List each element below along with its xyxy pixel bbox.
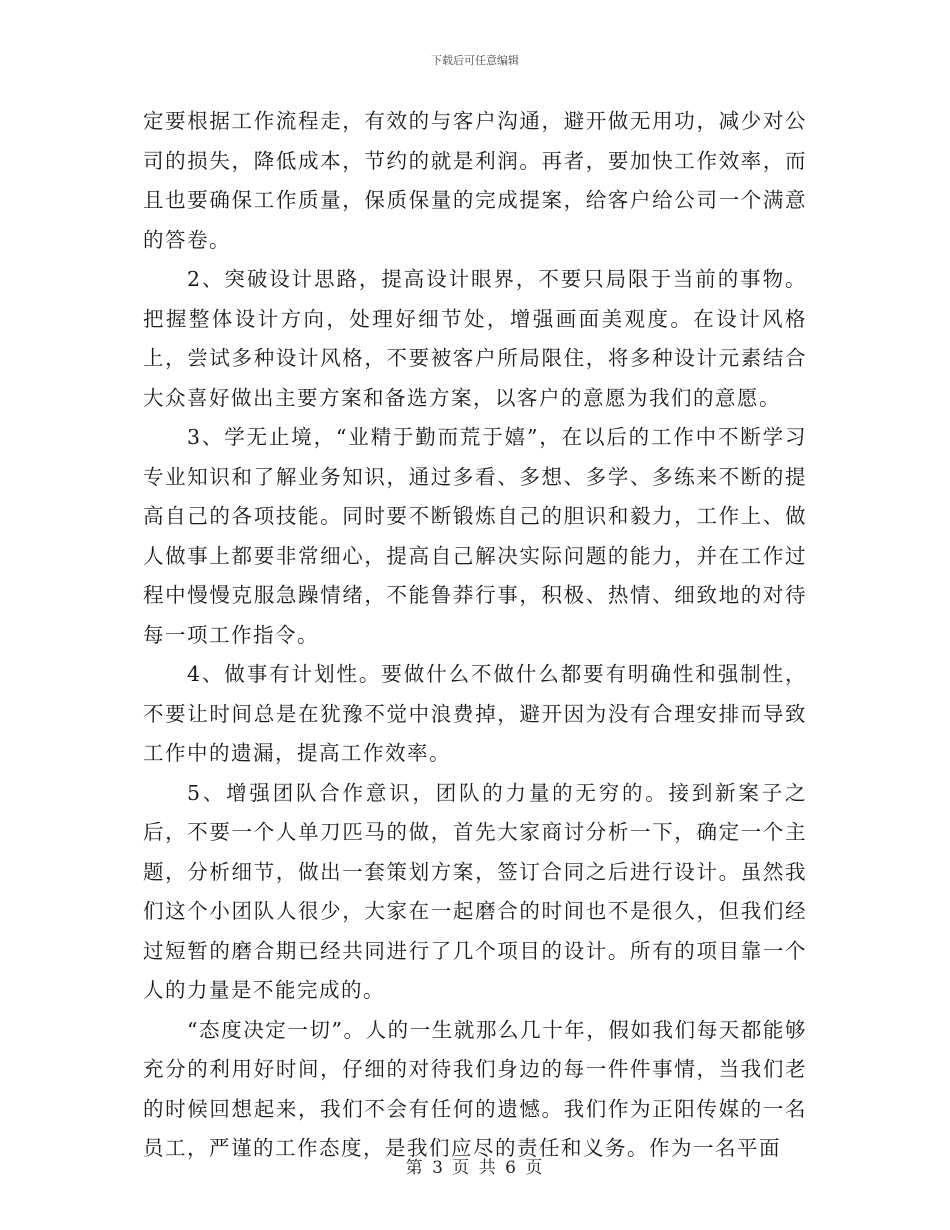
paragraph-continuation: 定要根据工作流程走，有效的与客户沟通，避开做无用功，减少对公司的损失，降低成本，节约的就是利润。再者，要加快工作效率，而且也要确保工作质量，保质保量的完成提案，给客户给公司一个满意的答卷。 — [143, 109, 807, 252]
page-footer-number: 第 3 页 共 6 页 — [405, 1158, 545, 1178]
paragraph-item-3: 3、学无止境，“业精于勤而荒于嬉”，在以后的工作中不断学习专业知识和了解业务知识，通过多看、多想、多学、多练来不断的提高自己的各项技能。同时要不断锻炼自己的胆识和毅力，工作上、做人做事上都要非常细心，提高自己解决实际问题的能力，并在工作过程中慢慢克服急躁情绪，不能鲁莽行事，积极、热情、细致地的对待每一项工作指令。 — [143, 425, 807, 647]
document-body — [143, 102, 807, 1169]
paragraph-item-2: 2、突破设计思路，提高设计眼界，不要只局限于当前的事物。把握整体设计方向，处理好细节处，增强画面美观度。在设计风格上，尝试多种设计风格，不要被客户所局限住，将多种设计元素结合大众喜好做出主要方案和备选方案，以客户的意愿为我们的意愿。 — [143, 267, 807, 410]
paragraph-item-5: 5、增强团队合作意识，团队的力量的无穷的。接到新案子之后，不要一个人单刀匹马的做，首先大家商讨分析一下，确定一个主题，分析细节，做出一套策划方案，签订合同之后进行设计。虽然我们这个小团队人很少，大家在一起磨合的时间也不是很久，但我们经过短暂的磨合期已经共同进行了几个项目的设计。所有的项目靠一个人的力量是不能完成的。 — [143, 780, 807, 1002]
paragraph-item-4: 4、做事有计划性。要做什么不做什么都要有明确性和强制性，不要让时间总是在犹豫不觉中浪费掉，避开因为没有合理安排而导致工作中的遗漏，提高工作效率。 — [143, 662, 807, 765]
paragraph-attitude: “态度决定一切”。人的一生就那么几十年，假如我们每天都能够充分的利用好时间，仔细的对待我们身边的每一件件事情，当我们老的时候回想起来，我们不会有任何的遗憾。我们作为正阳传媒的一名员工，严谨的工作态度，是我们应尽的责任和义务。作为一名平面 — [143, 1017, 807, 1160]
page-header: 下载后可任意编辑 — [431, 54, 519, 67]
